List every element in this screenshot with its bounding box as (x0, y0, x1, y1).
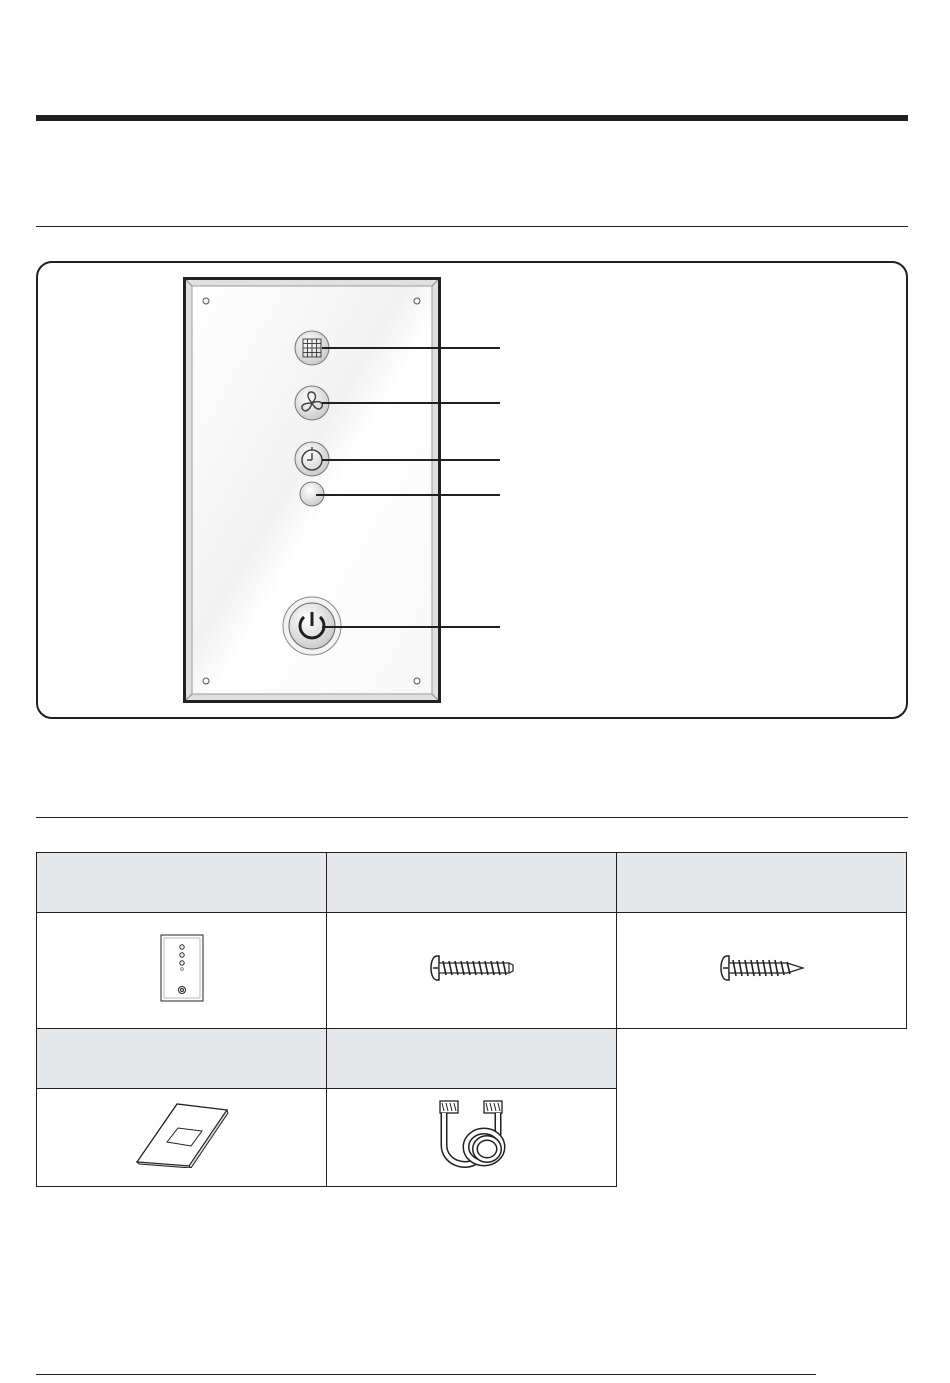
table-cell (37, 1089, 327, 1187)
section-rule-parts (36, 817, 908, 818)
section-rule-top (36, 226, 908, 227)
table-row (37, 913, 907, 1029)
footer-rule (36, 1374, 816, 1375)
table-header-cell (37, 1029, 327, 1089)
callout-leaders (290, 330, 504, 630)
control-panel-icon (160, 934, 204, 1002)
tapping-screw-icon (717, 953, 807, 983)
empty-cell (617, 1029, 907, 1187)
table-header-cell (327, 853, 617, 913)
header-rule (36, 115, 908, 121)
manual-booklet-icon (132, 1102, 232, 1168)
table-header-cell (617, 853, 907, 913)
table-cell (37, 913, 327, 1029)
cable-icon (432, 1099, 512, 1171)
machine-screw-icon (427, 953, 517, 983)
table-cell (327, 913, 617, 1029)
table-header-row (37, 853, 907, 913)
table-header-cell (327, 1029, 617, 1089)
parts-table (36, 852, 907, 1187)
table-header-row (37, 1029, 907, 1089)
table-cell (617, 913, 907, 1029)
table-header-cell (37, 853, 327, 913)
table-cell (327, 1089, 617, 1187)
